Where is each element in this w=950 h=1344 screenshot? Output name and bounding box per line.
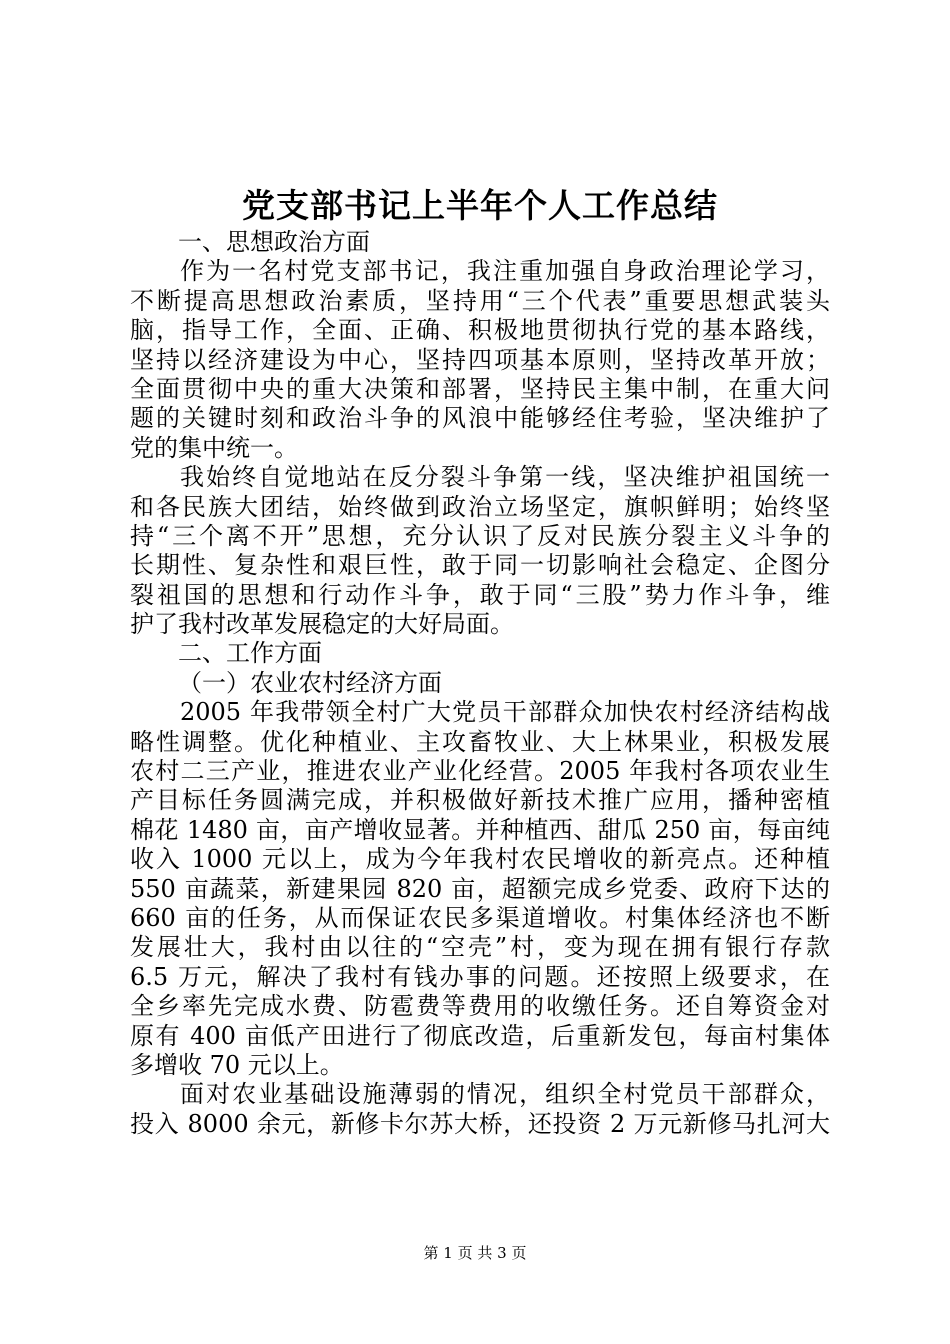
- section1-paragraph-1: [130, 257, 830, 463]
- text-line: 护了我村改革发展稳定的大好局面。: [130, 610, 514, 639]
- text-line: 多增收 70 元以上。: [130, 1050, 344, 1079]
- text-line: 我始终自觉地站在反分裂斗争第一线，坚决维护祖国统一: [180, 463, 830, 492]
- text-line: 全乡率先完成水费、防雹费等费用的收缴任务。还自筹资金对: [130, 992, 830, 1021]
- section2-heading: 二、工作方面: [178, 639, 322, 668]
- text-line: 坚持以经济建设为中心，坚持四项基本原则，坚持改革开放；: [130, 345, 830, 374]
- text-line: 6.5 万元，解决了我村有钱办事的问题。还按照上级要求，在: [130, 962, 830, 991]
- text-line: 党的集中统一。: [130, 433, 298, 462]
- document-page: [130, 184, 830, 1139]
- text-line: 面对农业基础设施薄弱的情况，组织全村党员干部群众，: [180, 1080, 830, 1109]
- text-line: 题的关键时刻和政治斗争的风浪中能够经住考验，坚决维护了: [130, 404, 830, 433]
- text-line: 收入 1000 元以上，成为今年我村农民增收的新亮点。还种植: [130, 845, 830, 874]
- document-title: 党支部书记上半年个人工作总结: [242, 186, 718, 225]
- text-line: 不断提高思想政治素质，坚持用“三个代表”重要思想武装头: [130, 286, 830, 315]
- text-line: 投入 8000 余元，新修卡尔苏大桥，还投资 2 万元新修马扎河大: [130, 1109, 830, 1138]
- text-line: 全面贯彻中央的重大决策和部署，坚持民主集中制，在重大问: [130, 374, 830, 403]
- section2-subheading: （一）农业农村经济方面: [178, 668, 442, 697]
- text-line: 脑，指导工作，全面、正确、积极地贯彻执行党的基本路线，: [130, 316, 830, 345]
- text-line: 农村二三产业，推进农业产业化经营。2005 年我村各项农业生: [130, 757, 830, 786]
- section1-paragraph-2: [130, 463, 830, 639]
- text-line: 原有 400 亩低产田进行了彻底改造，后重新发包，每亩村集体: [130, 1021, 830, 1050]
- section2-paragraph-2: [130, 1080, 830, 1139]
- section1-heading: 一、思想政治方面: [178, 228, 370, 256]
- text-line: 略性调整。优化种植业、主攻畜牧业、大上林果业，积极发展: [130, 727, 830, 756]
- text-line: 和各民族大团结，始终做到政治立场坚定，旗帜鲜明；始终坚: [130, 492, 830, 521]
- text-line: 长期性、复杂性和艰巨性，敢于同一切影响社会稳定、企图分: [130, 551, 830, 580]
- text-line: 产目标任务圆满完成，并积极做好新技术推广应用，播种密植: [130, 786, 830, 815]
- section2-paragraph-1: [130, 698, 830, 1080]
- text-line: 持“三个离不开”思想，充分认识了反对民族分裂主义斗争的: [130, 521, 830, 550]
- text-line: 裂祖国的思想和行动作斗争，敢于同“三股”势力作斗争，维: [130, 580, 830, 609]
- text-line: 棉花 1480 亩，亩产增收显著。并种植西、甜瓜 250 亩，每亩纯: [130, 815, 830, 844]
- text-line: 550 亩蔬菜，新建果园 820 亩，超额完成乡党委、政府下达的: [130, 874, 830, 903]
- page-footer: 第 1 页 共 3 页: [423, 1244, 527, 1262]
- text-line: 发展壮大，我村由以往的“空壳”村，变为现在拥有银行存款: [130, 933, 830, 962]
- text-line: 660 亩的任务，从而保证农民多渠道增收。村集体经济也不断: [130, 903, 830, 932]
- text-line: 作为一名村党支部书记，我注重加强自身政治理论学习，: [180, 257, 830, 286]
- text-line: 2005 年我带领全村广大党员干部群众加快农村经济结构战: [180, 698, 830, 727]
